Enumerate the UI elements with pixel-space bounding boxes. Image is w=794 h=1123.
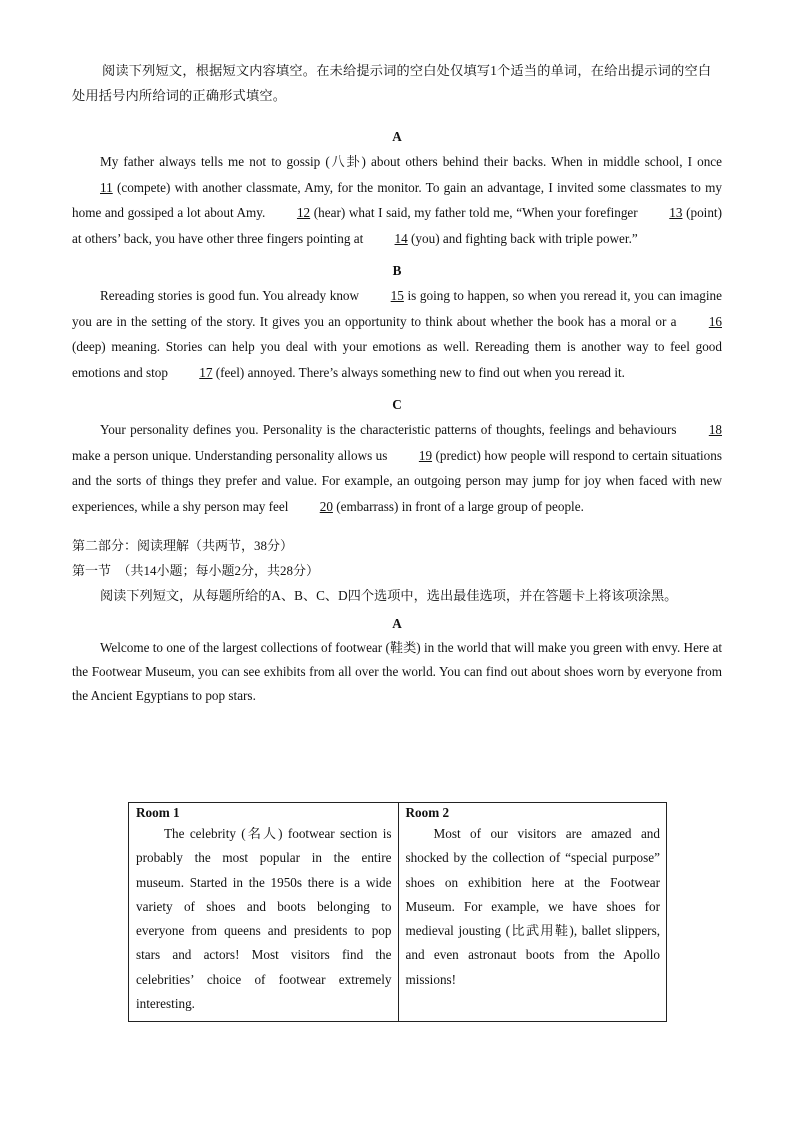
passage-a-text: My father always tells me not to gossip (八卦) about others behind their backs. When in middle school, I once 11 (compete) with another classmate, Amy, for the monitor. To gain an advantage, I invited some classmates to my home and gossiped a lot about Amy. 12 (hear) what I said, my father told me, “When your forefinger 13 (point) at others’ back, you have other three fingers pointing at 14 (you) and fighting back with triple power.”	[72, 149, 722, 251]
blank-18[interactable]: 18	[708, 422, 722, 437]
blank-13[interactable]: 13	[669, 205, 683, 220]
blank-11[interactable]: 11	[100, 179, 113, 195]
reading-a-intro: Welcome to one of the largest collections of footwear (鞋类) in the world that will make you green with envy. Here at the Footwear Museum, you can see exhibits from all over the world. You can find out about shoes worn by everyone from the Ancient Egyptians to pop stars.	[72, 639, 722, 703]
room1-title: Room 1	[136, 805, 180, 820]
blank-17[interactable]: 17	[199, 364, 213, 380]
blank-16[interactable]: 16	[708, 313, 722, 329]
room2-cell	[398, 803, 667, 1021]
passage-c-heading: C	[392, 397, 402, 412]
reading-a-heading: A	[392, 615, 402, 631]
cloze-instructions: 阅读下列短文，根据短文内容填空。在未给提示词的空白处仅填写1个适当的单词，在给出提示词的空白处用括号内所给词的正确形式填空。	[72, 63, 712, 103]
passage-a-heading: A	[392, 129, 402, 144]
room1-text: The celebrity (名人) footwear section is probably the most popular in the entire museum. Started in the 1950s there is a wide variety of shoes and boots belonging to everyone from queens and presidents to pop stars and actors! Most visitors find the celebrities’ choice of footwear extremely interesting.	[136, 826, 392, 1012]
page-content	[72, 58, 722, 708]
passage-b-heading: B	[392, 263, 402, 278]
rooms-table	[128, 802, 667, 1022]
section1-title: 第一节 （共14小题；每小题2分，共28分）	[72, 563, 320, 578]
room1-cell	[129, 803, 398, 1021]
reading-instructions: 阅读下列短文，从每题所给的A、B、C、D四个选项中，选出最佳选项，并在答题卡上将该项涂黑。	[100, 588, 678, 603]
passage-b-text: Rereading stories is good fun. You already know 15 is going to happen, so when you reread it, you can imagine you are in the setting of the story. It gives you an opportunity to think about whether the book has a moral or a 16 (deep) meaning. Stories can help you deal with your emotions as well. Rereading them is another way to feel good emotions and stop 17 (feel) annoyed. There’s always something new to find out when you reread it.	[72, 283, 722, 385]
room2-title: Room 2	[405, 805, 450, 820]
room2-text: Most of our visitors are amazed and shocked by the collection of “special purpose” shoes on exhibition here at the Footwear Museum. For example, we have shoes for medieval jousting (比武用鞋), ballet slippers, and even astronaut boots from the Apollo missions!	[405, 826, 660, 987]
blank-15[interactable]: 15	[390, 288, 404, 303]
blank-14[interactable]: 14	[394, 230, 408, 246]
passage-c-text: Your personality defines you. Personality is the characteristic patterns of thoughts, feelings and behaviours 18 make a person unique. Understanding personality allows us 19 (predict) how people will respond to certain situations and the sorts of things they prefer and value. For example, an outgoing person may jump for joy when faced with new experiences, while a shy person may feel 20 (embarrass) in front of a large group of people.	[72, 417, 722, 519]
blank-19[interactable]: 19	[418, 447, 433, 463]
part2-title: 第二部分：阅读理解（共两节，38分）	[72, 538, 294, 553]
blank-20[interactable]: 20	[319, 498, 333, 514]
blank-12[interactable]: 12	[296, 205, 311, 220]
